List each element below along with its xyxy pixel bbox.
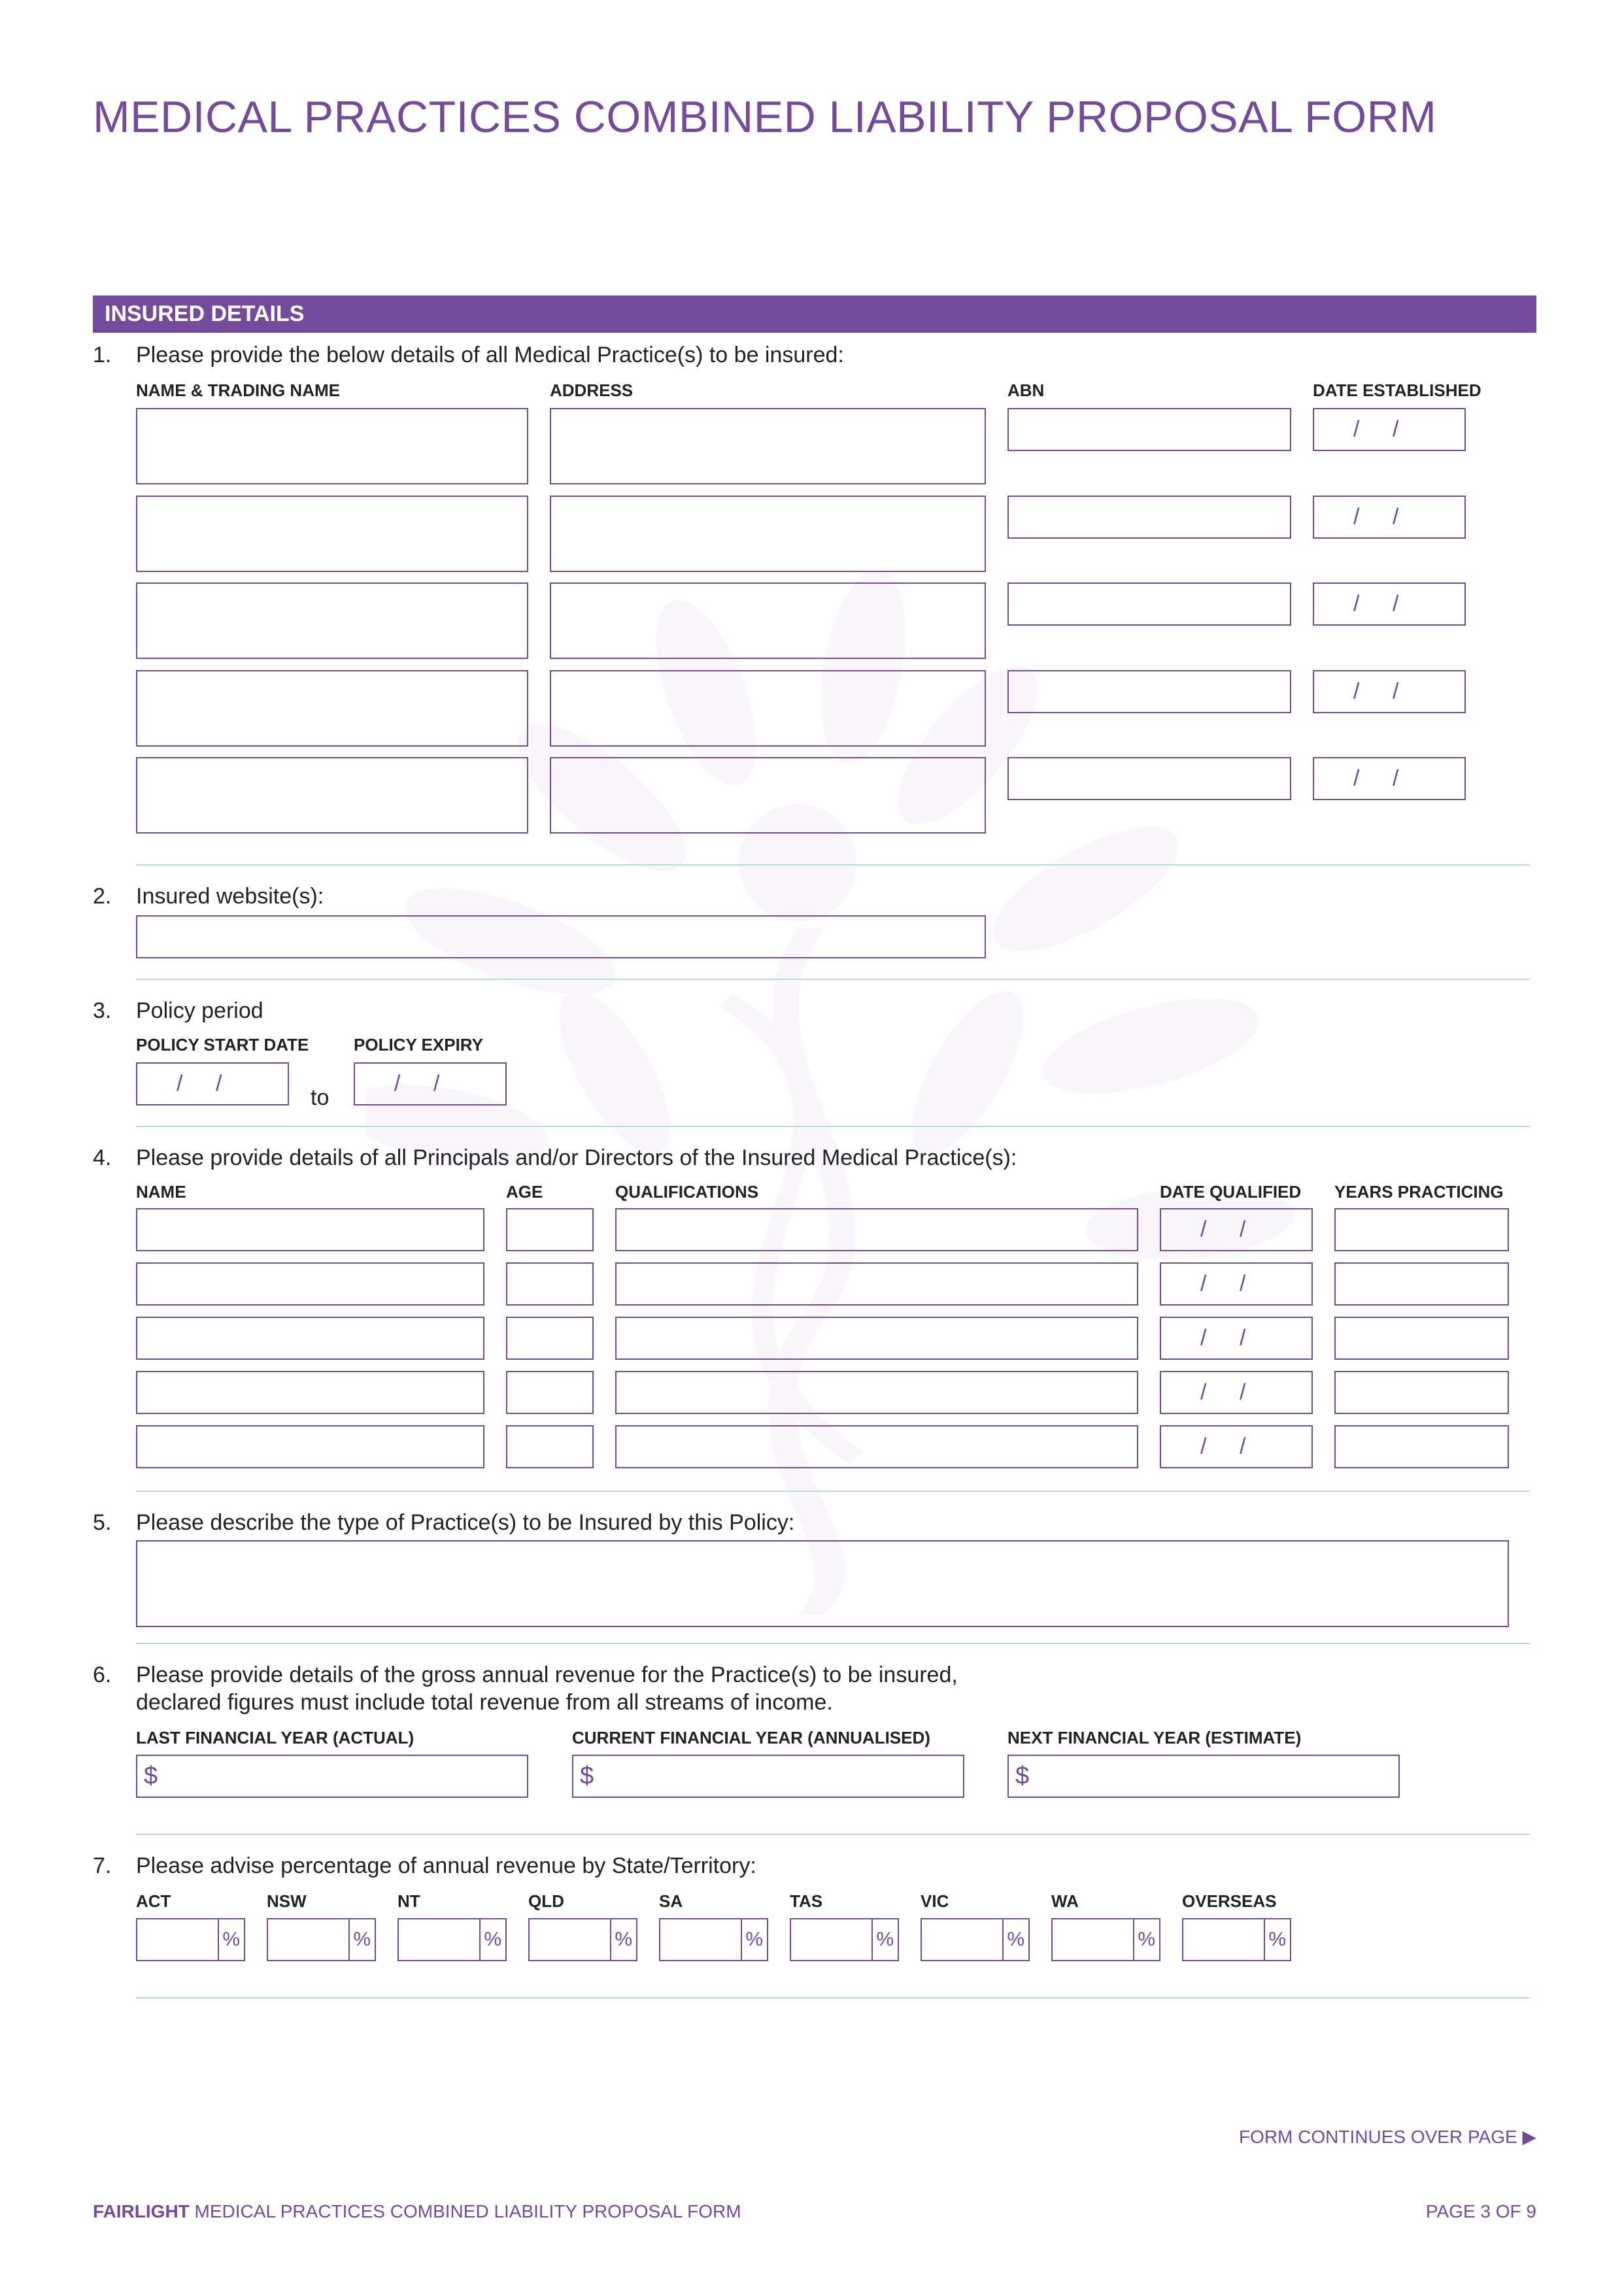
section-header (93, 295, 1536, 333)
date-slash: / (1200, 1379, 1207, 1405)
practice-name-input[interactable] (136, 670, 528, 747)
percent-symbol: % (1007, 1929, 1024, 1950)
next-fy-label: NEXT FINANCIAL YEAR (ESTIMATE) (1007, 1728, 1302, 1747)
q6-text-line1: Please provide details of the gross annual revenue for the Practice(s) to be insured, (136, 1662, 958, 1687)
practice-name-input[interactable] (136, 757, 528, 834)
footer-form-title: MEDICAL PRACTICES COMBINED LIABILITY PROPOSAL FORM (189, 2201, 741, 2221)
date-slash: / (1240, 1325, 1246, 1351)
divider (136, 1997, 1530, 1999)
principal-years-practicing-input[interactable] (1334, 1425, 1509, 1468)
currency-symbol: $ (1015, 1762, 1030, 1790)
q7-text: Please advise percentage of annual revenue by State/Territory: (136, 1853, 756, 1878)
q1-col-address-label: ADDRESS (550, 380, 634, 400)
principal-name-input[interactable] (136, 1262, 484, 1306)
q4-col-age-label: AGE (506, 1182, 543, 1202)
percent-symbol: % (745, 1929, 763, 1950)
policy-expiry-label: POLICY EXPIRY (354, 1035, 483, 1054)
divider (136, 1491, 1530, 1492)
q1-col-name-label: NAME & TRADING NAME (136, 380, 340, 400)
q6-number: 6. (93, 1662, 112, 1687)
q2-text: Insured website(s): (136, 884, 324, 909)
q3-text: Policy period (136, 998, 263, 1023)
date-slash: / (1240, 1434, 1246, 1459)
divider (136, 1834, 1530, 1835)
percent-separator (741, 1919, 742, 1960)
state-label: NT (398, 1891, 420, 1911)
date-slash: / (1393, 504, 1399, 530)
state-label: TAS (790, 1891, 823, 1911)
practice-address-input[interactable] (550, 496, 986, 572)
state-percentage-input[interactable] (1051, 1918, 1160, 1961)
principal-years-practicing-input[interactable] (1334, 1262, 1509, 1306)
policy-expiry-date-input[interactable] (354, 1062, 507, 1105)
state-label: OVERSEAS (1182, 1891, 1277, 1911)
practice-date-established-input[interactable] (1313, 496, 1466, 539)
footer-form-name (93, 2201, 741, 2222)
date-slash: / (1200, 1325, 1207, 1351)
to-label: to (311, 1085, 330, 1110)
percent-separator (218, 1919, 219, 1960)
principal-date-qualified-input[interactable] (1160, 1425, 1313, 1468)
percent-separator (479, 1919, 481, 1960)
date-slash: / (433, 1071, 440, 1096)
state-percentage-input[interactable] (659, 1918, 768, 1961)
principal-age-input[interactable] (506, 1371, 594, 1414)
principal-name-input[interactable] (136, 1371, 484, 1414)
date-slash: / (216, 1071, 222, 1096)
q4-text: Please provide details of all Principals and/or Directors of the Insured Medical Practice(s): (136, 1145, 1017, 1170)
date-slash: / (1240, 1271, 1246, 1296)
state-label: ACT (136, 1891, 171, 1911)
website-input[interactable] (136, 915, 986, 958)
date-slash: / (1393, 766, 1399, 791)
q1-text: Please provide the below details of all Medical Practice(s) to be insured: (136, 343, 844, 367)
practice-abn-input[interactable] (1007, 582, 1291, 626)
state-label: QLD (528, 1891, 564, 1911)
practice-name-input[interactable] (136, 408, 528, 484)
state-percentage-input[interactable] (398, 1918, 507, 1961)
practice-abn-input[interactable] (1007, 408, 1291, 451)
percent-symbol: % (222, 1929, 240, 1950)
state-percentage-input[interactable] (528, 1918, 637, 1961)
practice-address-input[interactable] (550, 670, 986, 747)
page-number: PAGE 3 OF 9 (1425, 2201, 1536, 2221)
current-fy-revenue-input[interactable] (572, 1755, 964, 1798)
principal-date-qualified-input[interactable] (1160, 1317, 1313, 1360)
state-percentage-input[interactable] (790, 1918, 899, 1961)
principal-name-input[interactable] (136, 1208, 484, 1251)
practice-address-input[interactable] (550, 582, 986, 659)
practice-date-established-input[interactable] (1313, 757, 1466, 800)
practice-abn-input[interactable] (1007, 757, 1291, 800)
q1-col-abn-label: ABN (1007, 380, 1045, 400)
date-slash: / (1353, 679, 1360, 704)
principal-age-input[interactable] (506, 1208, 594, 1251)
practice-abn-input[interactable] (1007, 670, 1291, 713)
date-slash: / (1200, 1434, 1207, 1459)
percent-symbol: % (1138, 1929, 1155, 1950)
date-slash: / (1353, 504, 1360, 530)
practice-abn-input[interactable] (1007, 496, 1291, 539)
principal-age-input[interactable] (506, 1425, 594, 1468)
q1-number: 1. (93, 343, 112, 367)
practice-name-input[interactable] (136, 496, 528, 572)
state-label: SA (659, 1891, 683, 1911)
state-percentage-input[interactable] (1182, 1918, 1291, 1961)
state-percentage-input[interactable] (921, 1918, 1030, 1961)
percent-separator (1264, 1919, 1265, 1960)
principal-years-practicing-input[interactable] (1334, 1371, 1509, 1414)
date-slash: / (177, 1071, 183, 1096)
principal-years-practicing-input[interactable] (1334, 1317, 1509, 1360)
date-slash: / (1353, 591, 1360, 616)
divider (136, 979, 1530, 980)
principal-qualifications-input[interactable] (615, 1317, 1138, 1360)
policy-start-label: POLICY START DATE (136, 1035, 309, 1054)
date-slash: / (1240, 1217, 1246, 1242)
percent-separator (1002, 1919, 1004, 1960)
q5-number: 5. (93, 1510, 112, 1535)
footer-brand: FAIRLIGHT (93, 2201, 190, 2221)
q4-col-years-label: YEARS PRACTICING (1334, 1182, 1504, 1202)
date-slash: / (394, 1071, 401, 1096)
state-percentage-input[interactable] (136, 1918, 245, 1961)
practice-address-input[interactable] (550, 408, 986, 484)
q4-col-date-label: DATE QUALIFIED (1160, 1182, 1302, 1202)
date-slash: / (1393, 591, 1399, 616)
date-slash: / (1240, 1379, 1246, 1405)
q4-col-name-label: NAME (136, 1182, 186, 1202)
principal-qualifications-input[interactable] (615, 1262, 1138, 1306)
policy-start-date-input[interactable] (136, 1062, 289, 1105)
principal-name-input[interactable] (136, 1425, 484, 1468)
principal-qualifications-input[interactable] (615, 1425, 1138, 1468)
practice-date-established-input[interactable] (1313, 670, 1466, 713)
state-percentage-input[interactable] (267, 1918, 376, 1961)
date-slash: / (1200, 1217, 1207, 1242)
page-title: MEDICAL PRACTICES COMBINED LIABILITY PROPOSAL FORM (93, 92, 1437, 142)
practice-address-input[interactable] (550, 757, 986, 834)
practice-name-input[interactable] (136, 582, 528, 659)
percent-symbol: % (1268, 1929, 1286, 1950)
date-slash: / (1393, 679, 1399, 704)
principal-date-qualified-input[interactable] (1160, 1208, 1313, 1251)
last-fy-label: LAST FINANCIAL YEAR (ACTUAL) (136, 1728, 414, 1747)
percent-separator (871, 1919, 873, 1960)
form-continues-note: FORM CONTINUES OVER PAGE ▶ (1238, 2127, 1536, 2147)
principal-name-input[interactable] (136, 1317, 484, 1360)
q3-number: 3. (93, 998, 112, 1023)
principal-qualifications-input[interactable] (615, 1208, 1138, 1251)
state-label: VIC (921, 1891, 949, 1911)
percent-symbol: % (876, 1929, 894, 1950)
percent-symbol: % (353, 1929, 371, 1950)
q2-number: 2. (93, 884, 112, 909)
q4-number: 4. (93, 1145, 112, 1170)
principal-date-qualified-input[interactable] (1160, 1262, 1313, 1306)
date-slash: / (1353, 416, 1360, 442)
percent-separator (1133, 1919, 1134, 1960)
divider (136, 1643, 1530, 1644)
currency-symbol: $ (144, 1762, 158, 1790)
state-label: WA (1051, 1891, 1079, 1911)
practice-type-textarea[interactable] (136, 1540, 1509, 1627)
practice-date-established-input[interactable] (1313, 408, 1466, 451)
divider (136, 1126, 1530, 1127)
q5-text: Please describe the type of Practice(s) to be Insured by this Policy: (136, 1510, 795, 1535)
next-fy-revenue-input[interactable] (1007, 1755, 1400, 1798)
principal-qualifications-input[interactable] (615, 1371, 1138, 1414)
percent-separator (348, 1919, 350, 1960)
current-fy-label: CURRENT FINANCIAL YEAR (ANNUALISED) (572, 1728, 930, 1747)
percent-symbol: % (615, 1929, 632, 1950)
section-title: INSURED DETAILS (105, 301, 305, 326)
currency-symbol: $ (580, 1762, 594, 1790)
principal-age-input[interactable] (506, 1317, 594, 1360)
date-slash: / (1353, 766, 1360, 791)
divider (136, 864, 1530, 866)
q6-text-line2: declared figures must include total revenue from all streams of income. (136, 1690, 833, 1715)
percent-symbol: % (484, 1929, 501, 1950)
practice-date-established-input[interactable] (1313, 582, 1466, 626)
q7-number: 7. (93, 1853, 112, 1878)
q1-col-date-label: DATE ESTABLISHED (1313, 380, 1481, 400)
principal-date-qualified-input[interactable] (1160, 1371, 1313, 1414)
principal-years-practicing-input[interactable] (1334, 1208, 1509, 1251)
q4-col-qual-label: QUALIFICATIONS (615, 1182, 759, 1202)
date-slash: / (1200, 1271, 1207, 1296)
date-slash: / (1393, 416, 1399, 442)
percent-separator (610, 1919, 611, 1960)
principal-age-input[interactable] (506, 1262, 594, 1306)
state-label: NSW (267, 1891, 307, 1911)
last-fy-revenue-input[interactable] (136, 1755, 528, 1798)
